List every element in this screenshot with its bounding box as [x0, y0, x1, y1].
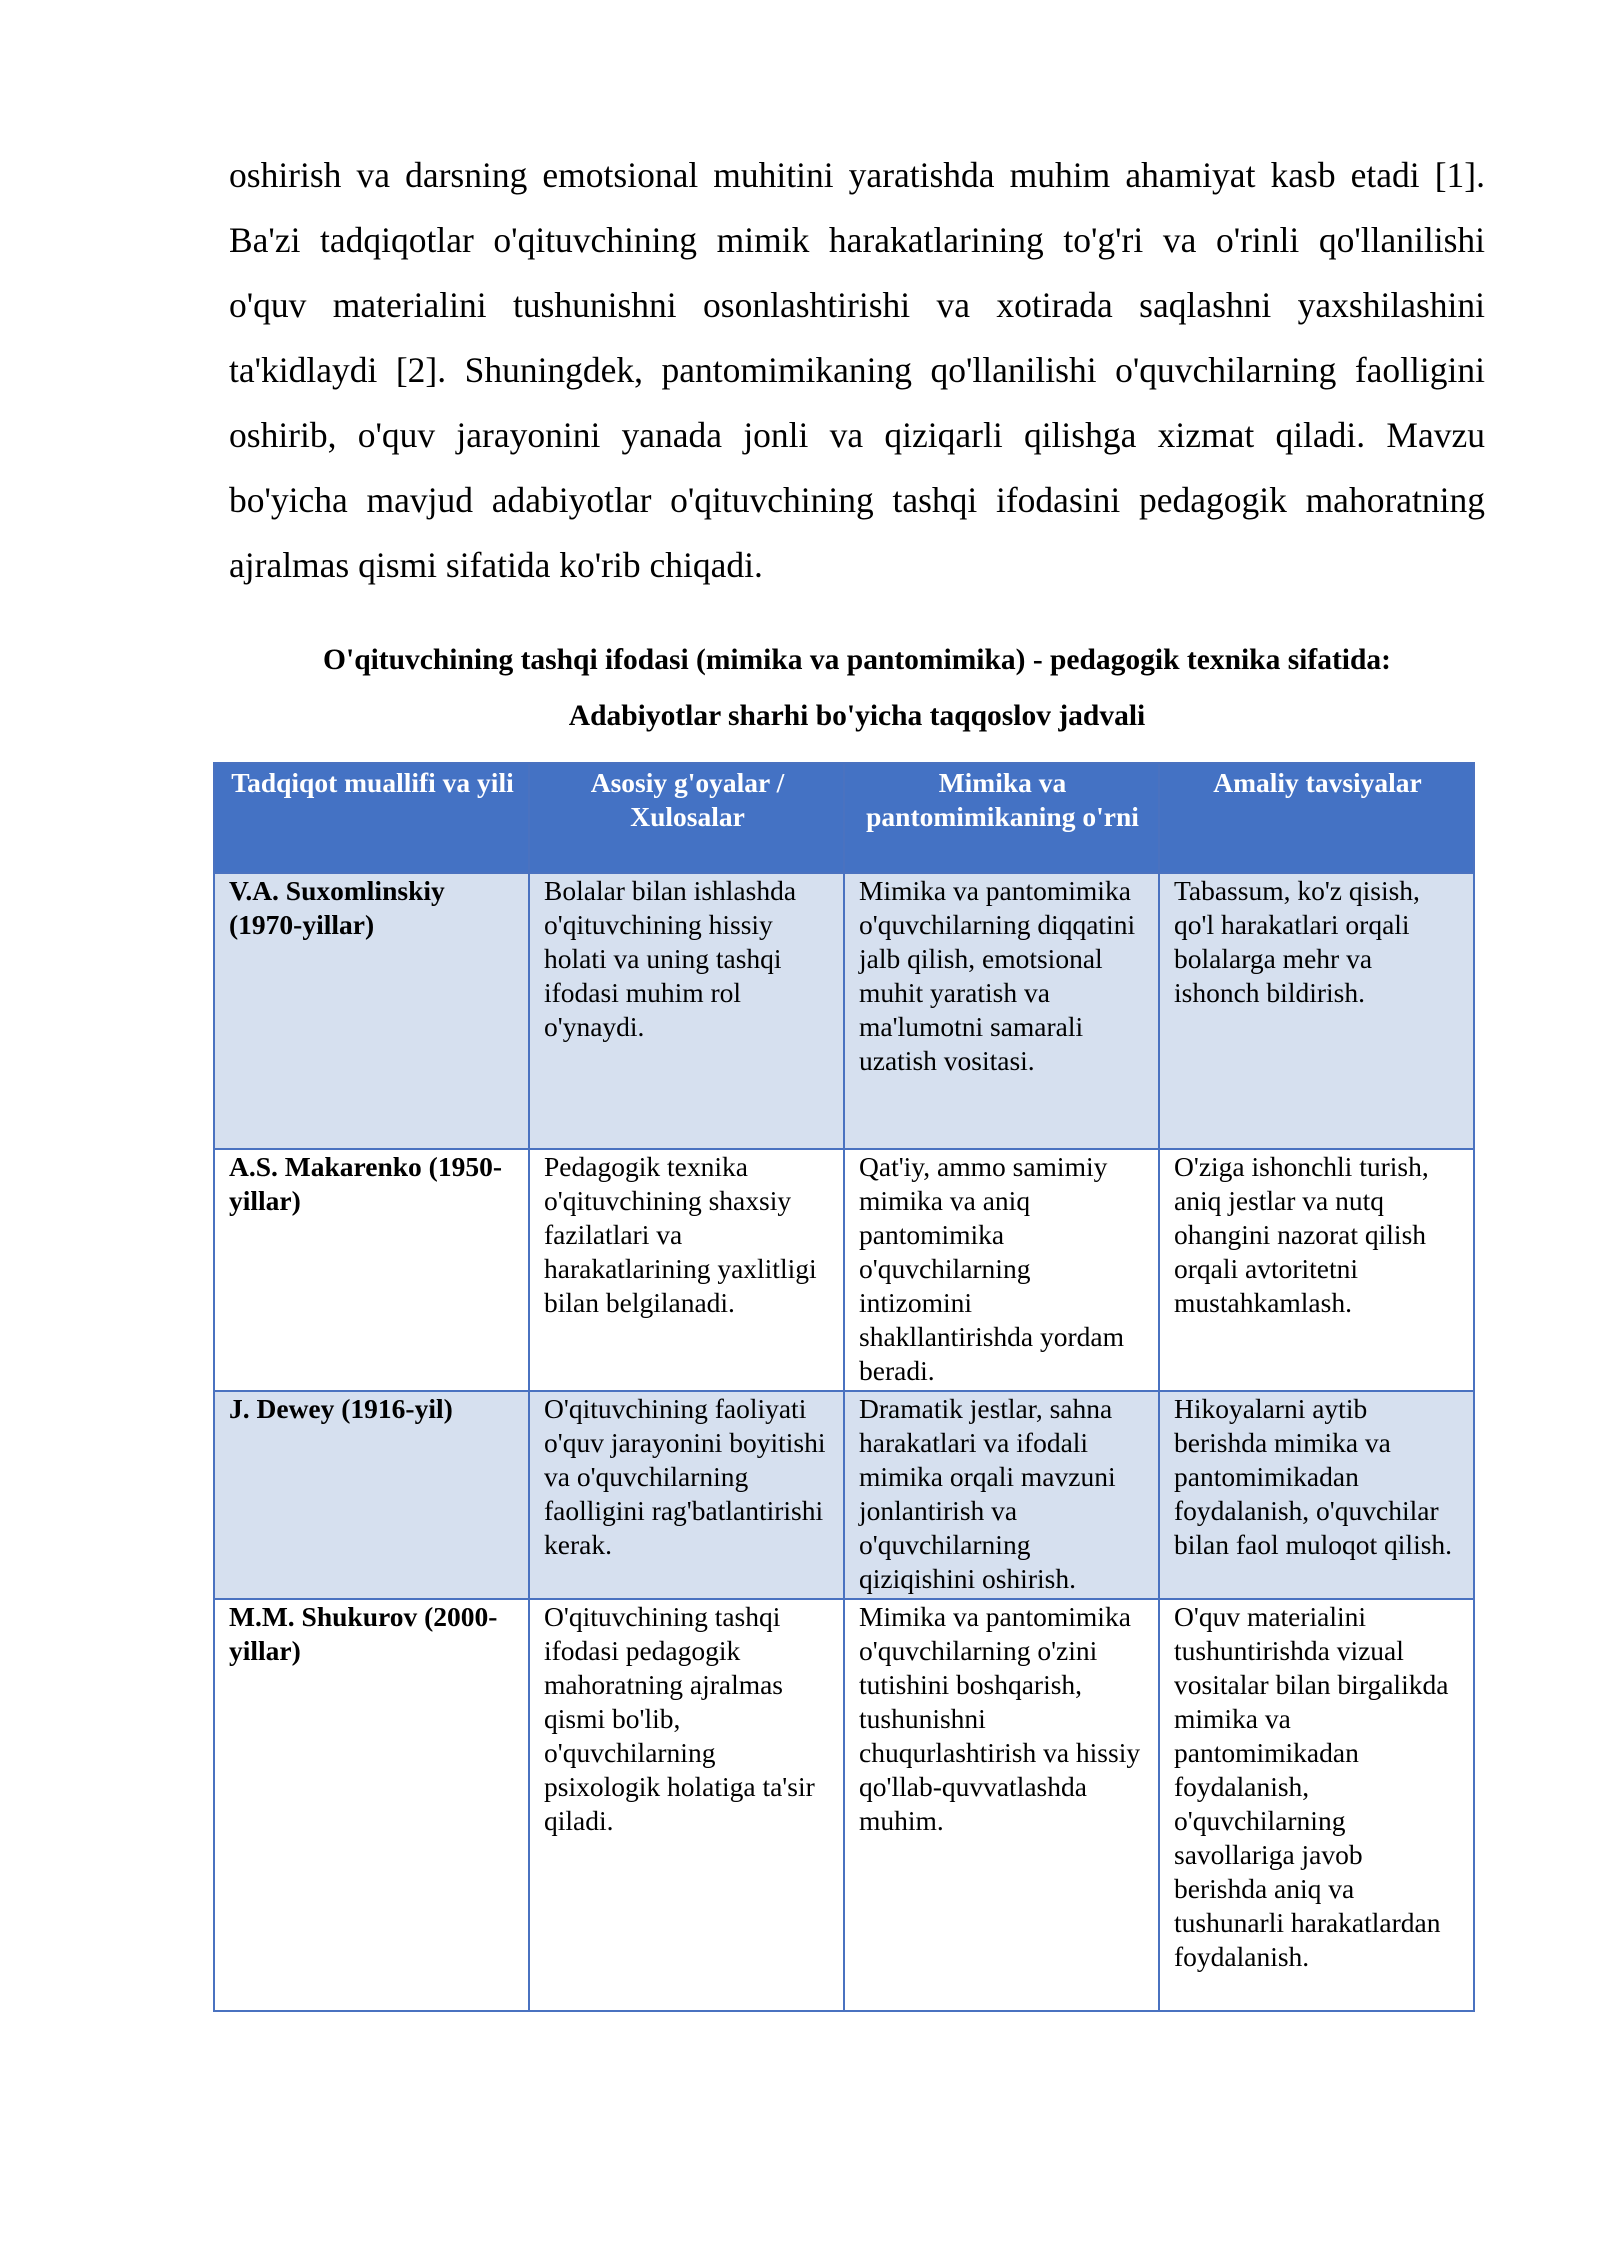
- role-cell: Qat'iy, ammo samimiy mimika va aniq pantomimika o'quvchilarning intizomini shakllantirishda yordam beradi.: [844, 1149, 1159, 1391]
- ideas-cell: O'qituvchining faoliyati o'quv jarayonini boyitishi va o'quvchilarning faolligini rag'batlantirishi kerak.: [529, 1391, 844, 1599]
- author-cell: J. Dewey (1916-yil): [214, 1391, 529, 1599]
- ideas-cell: Pedagogik texnika o'qituvchining shaxsiy fazilatlari va harakatlarining yaxlitligi bilan belgilanadi.: [529, 1149, 844, 1391]
- table-caption-line-1: O'qituvchining tashqi ifodasi (mimika va pantomimika) - pedagogik texnika sifatida:: [323, 644, 1391, 676]
- role-cell: Dramatik jestlar, sahna harakatlari va ifodali mimika orqali mavzuni jonlantirish va o'quvchilarning qiziqishini oshirish.: [844, 1391, 1159, 1599]
- header-role-of-mimicry: Mimika va pantomimikaning o'rni: [844, 763, 1159, 873]
- recommendations-cell: O'quv materialini tushuntirishda vizual vositalar bilan birgalikda mimika va pantomimikadan foydalanish, o'quvchilarning savollariga javob berishda aniq va tushunarli harakatlardan foydalanish.: [1159, 1599, 1474, 2011]
- header-author-year: Tadqiqot muallifi va yili: [214, 763, 529, 873]
- table-header-row: [214, 763, 1474, 873]
- role-cell: Mimika va pantomimika o'quvchilarning o'zini tutishini boshqarish, tushunishni chuqurlashtirish va hissiy qo'llab-quvvatlashda muhim.: [844, 1599, 1159, 2011]
- ideas-cell: O'qituvchining tashqi ifodasi pedagogik mahoratning ajralmas qismi bo'lib, o'quvchilarning psixologik holatiga ta'sir qiladi.: [529, 1599, 844, 2011]
- recommendations-cell: Tabassum, ko'z qisish, qo'l harakatlari orqali bolalarga mehr va ishonch bildirish.: [1159, 873, 1474, 1149]
- comparison-table: [213, 762, 1475, 2012]
- author-cell: A.S. Makarenko (1950-yillar): [214, 1149, 529, 1391]
- author-cell: M.M. Shukurov (2000-yillar): [214, 1599, 529, 2011]
- author-cell: V.A. Suxomlinskiy (1970-yillar): [214, 873, 529, 1149]
- table-row: [214, 1149, 1474, 1391]
- role-cell: Mimika va pantomimika o'quvchilarning diqqatini jalb qilish, emotsional muhit yaratish va ma'lumotni samarali uzatish vositasi.: [844, 873, 1159, 1149]
- recommendations-cell: Hikoyalarni aytib berishda mimika va pantomimikadan foydalanish, o'quvchilar bilan faol muloqot qilish.: [1159, 1391, 1474, 1599]
- table-row: [214, 1599, 1474, 2011]
- body-paragraph: oshirish va darsning emotsional muhitini yaratishda muhim ahamiyat kasb etadi [1]. Ba'zi tadqiqotlar o'qituvchining mimik harakatlarining to'g'ri va o'rinli qo'llanilishi o'quv materialini tushunishni osonlashtirishi va xotirada saqlashni yaxshilashini ta'kidlaydi [2]. Shuningdek, pantomimikaning qo'llanilishi o'quvchilarning faolligini oshirib, o'quv jarayonini yanada jonli va qiziqarli qilishga xizmat qiladi. Mavzu bo'yicha mavjud adabiyotlar o'qituvchining tashqi ifodasini pedagogik mahoratning ajralmas qismi sifatida ko'rib chiqadi.: [229, 155, 1485, 585]
- header-main-ideas: Asosiy g'oyalar / Xulosalar: [529, 763, 844, 873]
- table-caption-line-2: Adabiyotlar sharhi bo'yicha taqqoslov jadvali: [568, 700, 1146, 732]
- recommendations-cell: O'ziga ishonchli turish, aniq jestlar va nutq ohangini nazorat qilish orqali avtoritetni mustahkamlash.: [1159, 1149, 1474, 1391]
- ideas-cell: Bolalar bilan ishlashda o'qituvchining hissiy holati va uning tashqi ifodasi muhim rol o'ynaydi.: [529, 873, 844, 1149]
- table-row: [214, 873, 1474, 1149]
- header-practical-recommendations: Amaliy tavsiyalar: [1159, 763, 1474, 873]
- table-row: [214, 1391, 1474, 1599]
